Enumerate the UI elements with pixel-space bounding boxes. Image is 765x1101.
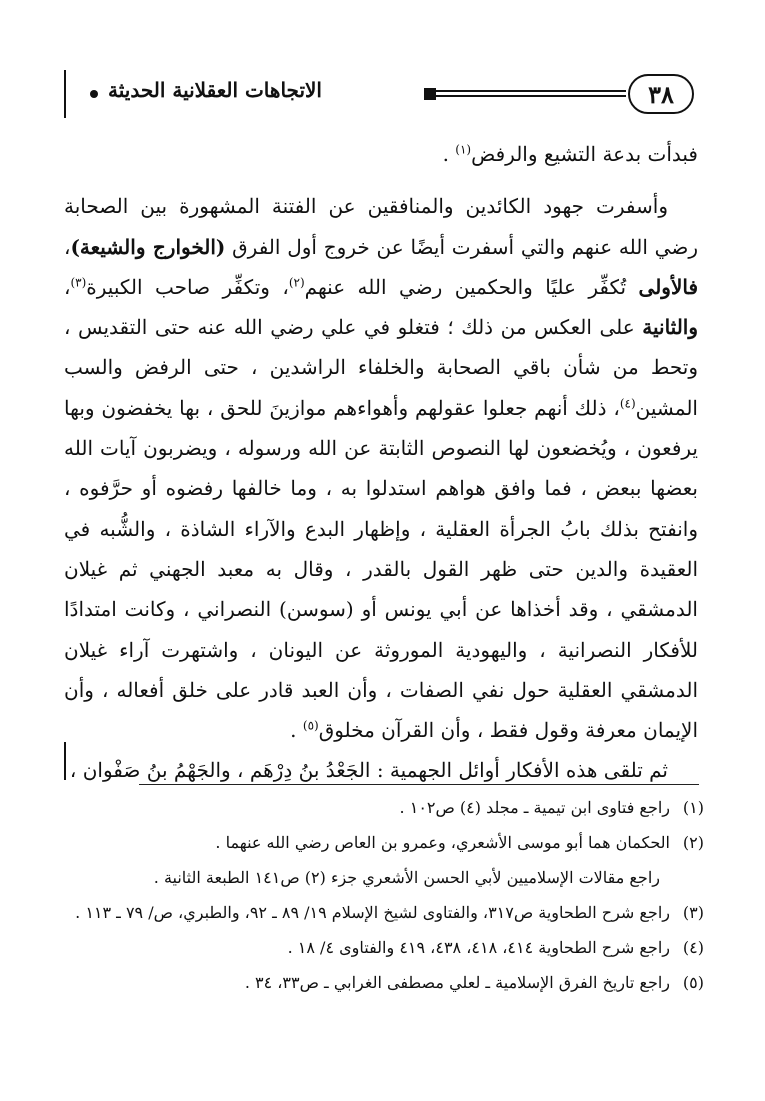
paragraph-2-first: فالأولى bbox=[638, 274, 699, 299]
paragraph-1 bbox=[64, 134, 698, 174]
footnote-4 bbox=[70, 930, 704, 965]
footnote-text: راجع شرح الطحاوية ٤١٤، ٤١٨، ٤٣٨، ٤١٩ والفتاوى ٤/ ١٨ . bbox=[287, 938, 670, 957]
footnote-2-continuation bbox=[70, 860, 704, 895]
paragraph-2-comma-2: ، bbox=[64, 274, 71, 299]
running-title: الاتجاهات العقلانية الحديثة bbox=[108, 78, 322, 102]
paragraph-3: ثم تلقى هذه الأفكار أوائل الجهمية : الجَعْدُ بنُ دِرْهَم ، والجَهْمُ بنُ صَفْوان ، bbox=[69, 758, 668, 783]
footnote-text: راجع مقالات الإسلاميين لأبي الحسن الأشعري جزء (٢) ص١٤١ الطبعة الثانية . bbox=[153, 868, 660, 887]
footnote-ref-5: (٥) bbox=[302, 718, 319, 733]
footnote-number: (٥) bbox=[682, 973, 704, 992]
paragraph-2-part-f: ، وتكفِّر صاحب الكبيرة bbox=[86, 274, 289, 299]
paragraph-2 bbox=[64, 186, 698, 750]
paragraph-2-part-i: على العكس من ذلك ؛ فتغلو في علي رضي الله عنه حتى التقديس ، وتحط من شأن باقي الصحابة والخلفاء الراشدين ، حتى الرفض والسب المشين bbox=[64, 315, 698, 420]
paragraph-2-end: . bbox=[290, 718, 297, 743]
footnote-ref-1: (١) bbox=[455, 142, 472, 157]
footnote-ref-2: (٢) bbox=[288, 275, 305, 290]
header-square-ornament bbox=[424, 88, 436, 100]
footnote-ref-3: (٣) bbox=[70, 275, 87, 290]
footnote-number: (٣) bbox=[682, 903, 704, 922]
footnote-1 bbox=[70, 790, 704, 825]
paragraph-2-part-e: تُكفِّر عليًا والحكمين رضي الله عنهم bbox=[304, 274, 627, 299]
footnote-ref-4: (٤) bbox=[619, 396, 636, 411]
paragraph-2-second: والثانية bbox=[642, 315, 699, 340]
footnote-5 bbox=[70, 965, 704, 1000]
paragraph-2-part-j: ، ذلك أنهم جعلوا عقولهم وأهواءهم موازينَ للحق ، بها يخفضون وبها يرفعون ، ويُخضعون لها النصوص الثابتة عن الله ورسوله ، ويضربون آيات الله بعضها ببعض ، فما وافق هواهم استدلوا به ، وما خالفها رفضوه أو حرَّفوه ، وانفتح بذلك بابُ الجرأة العقلية ، وإظهار البدع والآراء الشاذة ، والشُّبه في العقيدة والدين حتى ظهر القول بالقدر ، وقال به معبد الجهني ثم غيلان الدمشقي ، وقد أخذاها عن أبي يونس أو (سوسن) النصراني ، وكانت امتدادًا للأفكار النصرانية ، واليهودية الموروثة عن اليونان ، واشتهرت آراء غيلان الدمشقي العقلية حول نفي الصفات ، وأن العبد قادر على خلق أفعاله ، وأن الإيمان معرفة وقول فقط ، وأن القرآن مخلوق bbox=[64, 395, 698, 743]
footnote-text: الحكمان هما أبو موسى الأشعري، وعمرو بن العاص رضي الله عنهما . bbox=[215, 833, 670, 852]
main-text bbox=[64, 134, 698, 791]
page-number: ٣٨ bbox=[628, 74, 694, 114]
paragraph-2-comma: ، bbox=[64, 234, 71, 259]
header-rule bbox=[436, 90, 626, 97]
footnote-separator bbox=[139, 784, 699, 785]
paragraph-2-part-a: وأسفرت جهود الكائدين والمنافقين عن الفتنة المشهورة بين الصحابة رضي الله عنهم والتي أسفرت أيضًا عن خروج أول الفرق bbox=[64, 194, 698, 259]
page-header bbox=[66, 74, 694, 118]
paragraph-1-text: فبدأت بدعة التشيع والرفض bbox=[471, 142, 698, 166]
footnote-3 bbox=[70, 895, 704, 930]
footnote-2 bbox=[70, 825, 704, 860]
header-dot-ornament bbox=[90, 90, 98, 98]
paragraph-1-end: . bbox=[442, 142, 449, 166]
footnote-number: (٢) bbox=[682, 833, 704, 852]
paragraph-2-sects: (الخوارج والشيعة) bbox=[70, 234, 226, 259]
footnote-text: راجع تاريخ الفرق الإسلامية ـ لعلي مصطفى الغرابي ـ ص٣٣، ٣٤ . bbox=[244, 973, 670, 992]
footnote-number: (٤) bbox=[682, 938, 704, 957]
footnote-text: راجع فتاوى ابن تيمية ـ مجلد (٤) ص١٠٢ . bbox=[399, 798, 670, 817]
footnotes bbox=[70, 790, 704, 1000]
footnote-number: (١) bbox=[682, 798, 704, 817]
footnote-text: راجع شرح الطحاوية ص٣١٧، والفتاوى لشيخ الإسلام ١٩/ ٨٩ ـ ٩٢، والطبري، ص/ ٧٩ ـ ١١٣ . bbox=[75, 903, 670, 922]
